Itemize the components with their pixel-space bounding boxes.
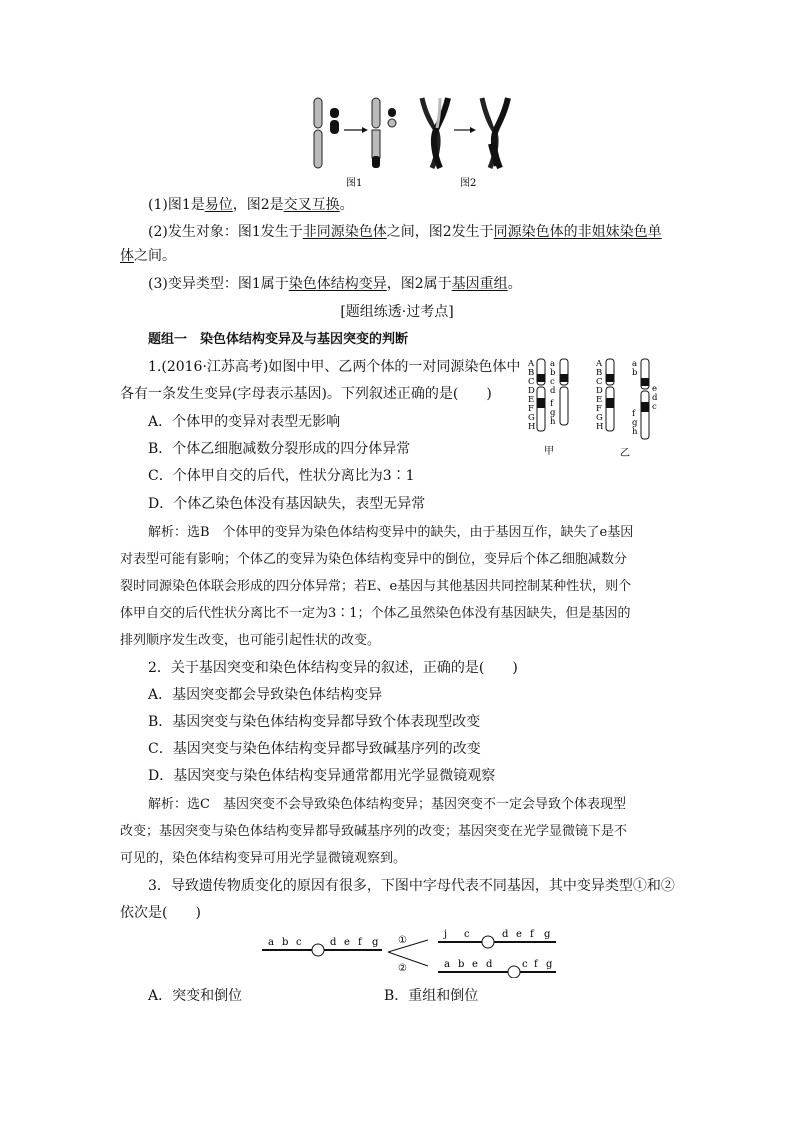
answer-underline: 同源染色体的非姐妹染色单: [493, 224, 662, 240]
gene-label: c: [522, 959, 528, 970]
svg-text:F: F: [596, 404, 602, 414]
answer-3: [148, 274, 522, 294]
q1-option-d: D．个体乙染色体没有基因缺失，表型无异常: [148, 496, 426, 512]
gene-label: c: [464, 929, 470, 940]
answer-underline: 易位: [204, 197, 233, 213]
group-title: 题组一 染色体结构变异及与基因突变的判断: [148, 332, 409, 347]
svg-text:C: C: [596, 377, 603, 387]
fig1-chromosome-d: [388, 108, 396, 127]
answer-text: 之间，图2发生于: [386, 224, 494, 240]
gene-label: e: [344, 937, 350, 948]
answer-text: ，图2是: [232, 197, 284, 213]
jia-chromosome-1: [537, 359, 545, 431]
svg-text:D: D: [596, 386, 603, 396]
svg-text:A: A: [528, 359, 535, 369]
svg-text:a: a: [632, 359, 638, 369]
gene-label: d: [330, 937, 337, 948]
gene-label: a: [444, 959, 450, 970]
svg-text:c: c: [550, 377, 555, 387]
fig2-caption: 图2: [460, 178, 477, 189]
q3-option-b: B．重组和倒位: [384, 988, 479, 1004]
svg-text:b: b: [550, 368, 556, 378]
svg-text:b: b: [632, 368, 638, 378]
gene-label: e: [516, 929, 522, 940]
svg-text:a: a: [550, 359, 556, 369]
original-chromosome: [262, 937, 382, 956]
result-chromosome-1: [438, 929, 556, 948]
fig2-homologs-before: [422, 98, 448, 168]
jia-chromosome-2: [560, 359, 568, 425]
yi-label: 乙: [620, 448, 630, 459]
answer-text: 。: [507, 276, 522, 292]
svg-text:h: h: [550, 417, 556, 427]
q2-option-b: B．基因突变与染色体结构变异都导致个体表现型改变: [148, 714, 481, 730]
svg-text:g: g: [550, 408, 556, 418]
q1-explanation-2: 对表型可能有影响；个体乙的变异为染色体结构变异中的倒位，变异后个体乙细胞减数分: [120, 552, 628, 567]
gene-label: a: [268, 937, 274, 948]
gene-label: f: [534, 959, 538, 970]
section-title: [题组练透·过考点]: [340, 304, 454, 320]
answer-underline: 染色体结构变异: [288, 276, 387, 292]
gene-label: j: [444, 929, 448, 940]
q1-explanation-3: 裂时同源染色体联会形成的四分体异常；若E、e基因与其他基因共同控制某种性状，则个: [120, 579, 632, 594]
q3-stem-1: 3．导致遗传物质变化的原因有很多，下图中字母代表不同基因，其中变异类型①和②: [148, 878, 675, 894]
q1-option-a: A．个体甲的变异对表型无影响: [148, 414, 341, 430]
q3-stem-2: 依次是( ): [120, 905, 201, 921]
variation-label-1: ①: [398, 935, 407, 946]
answer-underline: 体: [120, 248, 134, 264]
yi-chromosome-2: [641, 359, 649, 439]
answer-text: (1)图1是: [148, 197, 205, 213]
fig1-chromosome-a: [314, 98, 322, 168]
fig1-chromosome-b: [330, 108, 339, 134]
chromosome-figure: [300, 94, 520, 190]
gene-label: b: [458, 959, 465, 970]
gene-label: f: [358, 937, 362, 948]
svg-text:d: d: [550, 386, 556, 396]
svg-text:e: e: [652, 384, 658, 394]
svg-text:g: g: [632, 418, 638, 428]
svg-text:H: H: [596, 422, 604, 432]
fig1-caption: 图1: [346, 178, 363, 189]
jia-gene-labels-2: [550, 359, 556, 427]
answer-underline: 非同源染色体: [302, 224, 387, 240]
svg-text:d: d: [652, 393, 658, 403]
arrow-icon: [344, 127, 368, 133]
answer-2-cont: [120, 246, 176, 266]
q2-explanation-3: 可见的，染色体结构变异可用光学显微镜观察到。: [120, 851, 407, 866]
answer-text: (3)变异类型：图1属于: [148, 276, 289, 292]
q2-option-a: A．基因突变都会导致染色体结构变异: [148, 687, 383, 703]
q1-option-b: B．个体乙细胞减数分裂形成的四分体异常: [148, 441, 411, 457]
svg-text:E: E: [528, 395, 535, 405]
arrow-icon: [454, 127, 476, 133]
answer-text: 之间。: [134, 248, 176, 264]
gene-label: g: [546, 959, 553, 970]
gene-label: d: [502, 929, 509, 940]
answer-text: 。: [339, 197, 354, 213]
q2-option-c: C．基因突变与染色体结构变异都导致碱基序列的改变: [148, 741, 481, 757]
q1-stem-2: 各有一条发生变异(字母表示基因)。下列叙述正确的是( ): [120, 386, 492, 402]
gene-label: g: [372, 937, 379, 948]
result-chromosome-2: [438, 959, 556, 978]
q1-explanation-4: 体甲自交的后代性状分离比不一定为3∶1；个体乙虽然染色体没有基因缺失，但是基因的: [120, 606, 631, 621]
svg-text:C: C: [528, 377, 535, 387]
gene-label: g: [544, 929, 551, 940]
branch-arrows: [388, 935, 428, 974]
q2-option-d: D．基因突变与染色体结构变异通常都用光学显微镜观察: [148, 768, 496, 784]
q2-explanation-1: 解析：选C 基因突变不会导致染色体结构变异；基因突变不一定会导致个体表现型: [148, 797, 626, 812]
svg-text:f: f: [632, 409, 636, 419]
q3-gene-diagram: [258, 928, 568, 978]
answer-underline: 交叉互换: [283, 197, 340, 213]
svg-text:F: F: [528, 404, 534, 414]
variation-label-2: ②: [398, 963, 407, 974]
q1-explanation-5: 排列顺序发生改变，也可能引起性状的改变。: [120, 633, 381, 648]
yi-chromosome-1: [606, 359, 614, 431]
yi-gene-labels: [595, 359, 603, 432]
svg-text:A: A: [596, 359, 603, 369]
svg-text:H: H: [528, 422, 536, 432]
answer-underline: 基因重组: [451, 276, 508, 292]
jia-gene-labels: [527, 359, 535, 432]
svg-text:B: B: [528, 368, 535, 378]
answer-2: [148, 222, 662, 242]
gene-label: b: [282, 937, 289, 948]
q2-explanation-2: 改变；基因突变与染色体结构变异都导致碱基序列的改变；基因突变在光学显微镜下是不: [120, 824, 628, 839]
q1-chromosome-diagram: [524, 356, 674, 460]
jia-label: 甲: [544, 446, 554, 457]
q1-stem-1: 1.(2016·江苏高考)如图中甲、乙两个体的一对同源染色体中: [148, 359, 521, 375]
svg-text:f: f: [550, 399, 554, 409]
gene-label: f: [530, 929, 534, 940]
q3-option-a: A．突变和倒位: [148, 988, 243, 1004]
gene-label: d: [486, 959, 493, 970]
svg-text:G: G: [528, 413, 535, 423]
answer-text: ，图2属于: [386, 276, 452, 292]
svg-text:D: D: [528, 386, 535, 396]
answer-1: [148, 195, 354, 215]
q1-option-c: C．个体甲自交的后代，性状分离比为3∶1: [148, 468, 415, 484]
svg-text:c: c: [652, 402, 657, 412]
svg-text:B: B: [596, 368, 603, 378]
q1-explanation-1: 解析：选B 个体甲的变异为染色体结构变异中的缺失，由于基因互作，缺失了e基因: [148, 525, 634, 540]
answer-text: (2)发生对象：图1发生于: [148, 224, 303, 240]
svg-text:h: h: [632, 427, 638, 437]
q2-stem: 2．关于基因突变和染色体结构变异的叙述，正确的是( ): [148, 660, 518, 676]
svg-text:E: E: [596, 395, 603, 405]
gene-label: c: [296, 937, 302, 948]
gene-label: e: [472, 959, 478, 970]
fig1-chromosome-c: [372, 98, 380, 168]
svg-text:G: G: [596, 413, 603, 423]
fig2-homologs-after: [482, 98, 508, 168]
